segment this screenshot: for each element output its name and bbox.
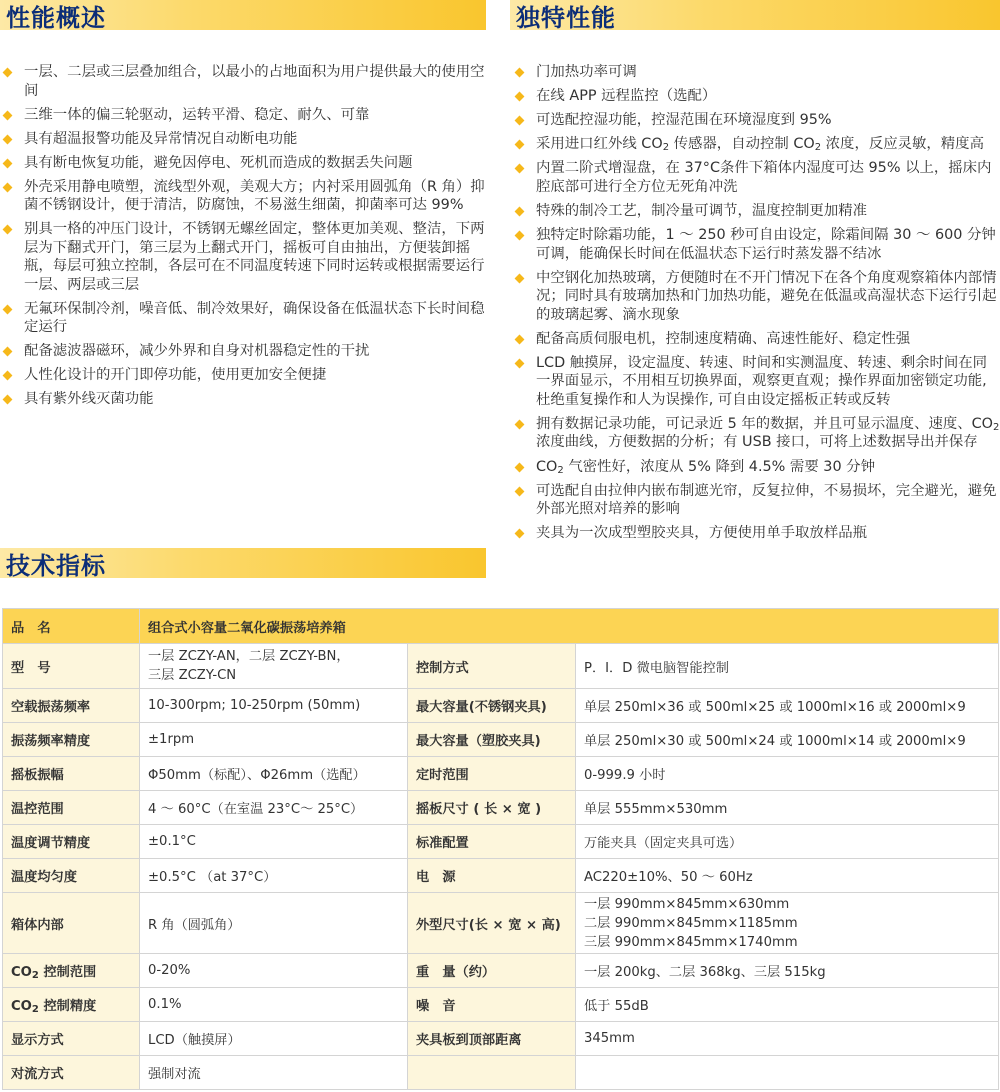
diamond-bullet-icon [3,395,13,405]
spec-key: $CO_2$ 控制精度 [3,988,140,1022]
section-header-overview [0,0,486,30]
feature-item: 可选配控湿功能，控湿范围在环境湿度到 95% [512,111,1000,130]
spec-key: 显示方式 [3,1022,140,1056]
spec-key: 型 号 [3,644,140,689]
spec-value: 0.1% [140,988,408,1022]
diamond-bullet-icon [515,231,525,241]
spec-value: R 角（圆弧角） [140,893,408,954]
diamond-bullet-icon [3,134,13,144]
overview-item: 外壳采用静电喷塑，流线型外观，美观大方；内衬采用圆弧角（R 角）抑菌不锈钢设计，便于清洁，防腐蚀，不易滋生细菌，抑菌率可达 99% [0,178,486,215]
spec-key: $CO_2$ 控制范围 [3,954,140,988]
spec-value: ±0.5°C （at 37°C） [140,859,408,893]
overview-item: 具有超温报警功能及异常情况自动断电功能 [0,130,486,149]
spec-key: 温控范围 [3,791,140,825]
spec-key [408,1056,576,1090]
diamond-bullet-icon [3,68,13,78]
product-name-value: 组合式小容量二氧化碳振荡培养箱 [140,609,999,644]
spec-key: 摇板尺寸 ( 长 × 宽 ) [408,791,576,825]
spec-key: 箱体内部 [3,893,140,954]
diamond-bullet-icon [515,462,525,472]
spec-value: 4 ～ 60°C（在室温 23°C～ 25°C） [140,791,408,825]
table-row [3,825,999,859]
diamond-bullet-icon [515,140,525,150]
table-row [3,988,999,1022]
section-header-specs [0,548,486,578]
feature-item: 拥有数据记录功能，可记录近 5 年的数据，并且可显示温度、速度、$CO_2$ 浓度曲线，方便数据的分析；有 USB 接口，可将上述数据导出并保存 [512,415,1000,452]
spec-value: 0-999.9 小时 [576,757,999,791]
spec-key: 控制方式 [408,644,576,689]
feature-item: $CO_2$ 气密性好，浓度从 5% 降到 4.5% 需要 30 分钟 [512,458,1000,477]
spec-value: 单层 250ml×30 或 500ml×24 或 1000ml×14 或 2000ml×9 [576,723,999,757]
diamond-bullet-icon [3,225,13,235]
diamond-bullet-icon [515,486,525,496]
spec-value: 单层 250ml×36 或 500ml×25 或 1000ml×16 或 2000ml×9 [576,689,999,723]
spec-value: 345mm [576,1022,999,1056]
diamond-bullet-icon [515,419,525,429]
spec-value: 10-300rpm; 10-250rpm (50mm) [140,689,408,723]
overview-item: 无氟环保制冷剂，噪音低、制冷效果好，确保设备在低温状态下长时间稳定运行 [0,300,486,337]
spec-value: 低于 55dB [576,988,999,1022]
diamond-bullet-icon [515,116,525,126]
spec-key: 振荡频率精度 [3,723,140,757]
diamond-bullet-icon [3,304,13,314]
table-row [3,757,999,791]
diamond-bullet-icon [515,334,525,344]
diamond-bullet-icon [3,371,13,381]
spec-value: Φ50mm（标配）、Φ26mm（选配） [140,757,408,791]
spec-value: 一层 990mm×845mm×630mm 二层 990mm×845mm×1185mm 三层 990mm×845mm×1740mm [576,893,999,954]
overview-list [0,63,486,414]
overview-item: 具有紫外线灭菌功能 [0,390,486,409]
overview-item: 别具一格的冲压门设计，不锈钢无螺丝固定，整体更加美观、整洁，下两层为下翻式开门，第三层为上翻式开门，摇板可自由抽出，方便装卸摇瓶，每层可独立控制，各层可在不同温度转速下同时运转或根据需要运行一层、两层或三层 [0,220,486,294]
section-title-overview: 性能概述 [6,3,106,32]
spec-key: 噪 音 [408,988,576,1022]
spec-value: 万能夹具（固定夹具可选） [576,825,999,859]
feature-item: LCD 触摸屏，设定温度、转速、时间和实测温度、转速、剩余时间在同一界面显示，不用相互切换界面，观察更直观；操作界面加密锁定功能,杜绝重复操作和人为误操作, 可自由设定摇板正转或反转 [512,354,1000,410]
overview-item: 配备滤波器磁环，减少外界和自身对机器稳定性的干扰 [0,342,486,361]
spec-value: ±0.1°C [140,825,408,859]
diamond-bullet-icon [515,358,525,368]
features-list [512,63,1000,548]
diamond-bullet-icon [515,207,525,217]
spec-value: 强制对流 [140,1056,408,1090]
spec-value: LCD（触摸屏） [140,1022,408,1056]
table-row [3,1022,999,1056]
table-row [3,723,999,757]
diamond-bullet-icon [3,110,13,120]
table-row [3,954,999,988]
spec-key: 外型尺寸(长 × 宽 × 高) [408,893,576,954]
spec-key: 定时范围 [408,757,576,791]
spec-value: 一层 200kg、二层 368kg、三层 515kg [576,954,999,988]
feature-item: 在线 APP 远程监控（选配） [512,87,1000,106]
table-header-row [3,609,999,644]
feature-item: 采用进口红外线 $CO_2$ 传感器，自动控制 $CO_2$ 浓度，反应灵敏，精度高 [512,135,1000,154]
spec-key: 夹具板到顶部距离 [408,1022,576,1056]
diamond-bullet-icon [515,92,525,102]
spec-key: 对流方式 [3,1056,140,1090]
section-title-features: 独特性能 [516,3,616,32]
spec-value: P．I．D 微电脑智能控制 [576,644,999,689]
diamond-bullet-icon [3,182,13,192]
feature-item: 门加热功率可调 [512,63,1000,82]
spec-value: 单层 555mm×530mm [576,791,999,825]
overview-item: 一层、二层或三层叠加组合，以最小的占地面积为用户提供最大的使用空间 [0,63,486,100]
feature-item: 中空钢化加热玻璃，方便随时在不开门情况下在各个角度观察箱体内部情况；同时具有玻璃加热和门加热功能，避免在低温或高湿状态下运行引起的玻璃起雾、滴水现象 [512,269,1000,325]
table-row [3,1056,999,1090]
spec-key: 电 源 [408,859,576,893]
spec-key: 标准配置 [408,825,576,859]
feature-item: 独特定时除霜功能，1 ～ 250 秒可自由设定，除霜间隔 30 ～ 600 分钟可调，能确保长时间在低温状态下运行时蒸发器不结冰 [512,226,1000,263]
feature-item: 可选配自由拉伸内嵌布制遮光帘，反复拉伸，不易损坏，完全避光，避免外部光照对培养的影响 [512,482,1000,519]
overview-item: 三维一体的偏三轮驱动，运转平滑、稳定、耐久、可靠 [0,106,486,125]
spec-value: 0-20% [140,954,408,988]
diamond-bullet-icon [515,68,525,78]
spec-key: 重 量（约） [408,954,576,988]
diamond-bullet-icon [515,164,525,174]
spec-key: 最大容量(不锈钢夹具) [408,689,576,723]
spec-key: 温度均匀度 [3,859,140,893]
spec-value: ±1rpm [140,723,408,757]
diamond-bullet-icon [3,158,13,168]
feature-item: 特殊的制冷工艺，制冷量可调节，温度控制更加精准 [512,202,1000,221]
spec-key: 摇板振幅 [3,757,140,791]
table-row [3,893,999,954]
table-row [3,791,999,825]
diamond-bullet-icon [3,347,13,357]
spec-key: 空载振荡频率 [3,689,140,723]
table-row [3,644,999,689]
table-row [3,859,999,893]
product-name-label: 品 名 [3,609,140,644]
feature-item: 配备高质伺服电机，控制速度精确、高速性能好、稳定性强 [512,330,1000,349]
table-row [3,689,999,723]
spec-value [576,1056,999,1090]
spec-key: 温度调节精度 [3,825,140,859]
overview-item: 具有断电恢复功能，避免因停电、死机而造成的数据丢失问题 [0,154,486,173]
spec-value: AC220±10%、50 ～ 60Hz [576,859,999,893]
feature-item: 内置二阶式增湿盘，在 37°C条件下箱体内湿度可达 95% 以上，摇床内腔底部可进行全方位无死角冲洗 [512,159,1000,196]
spec-value: 一层 ZCZY-AN，二层 ZCZY-BN， 三层 ZCZY-CN [140,644,408,689]
spec-table [2,608,999,1090]
overview-item: 人性化设计的开门即停功能，使用更加安全便捷 [0,366,486,385]
feature-item: 夹具为一次成型塑胶夹具，方便使用单手取放样品瓶 [512,524,1000,543]
spec-key: 最大容量（塑胶夹具) [408,723,576,757]
diamond-bullet-icon [515,529,525,539]
section-header-features [510,0,1000,30]
section-title-specs: 技术指标 [6,551,106,580]
diamond-bullet-icon [515,273,525,283]
